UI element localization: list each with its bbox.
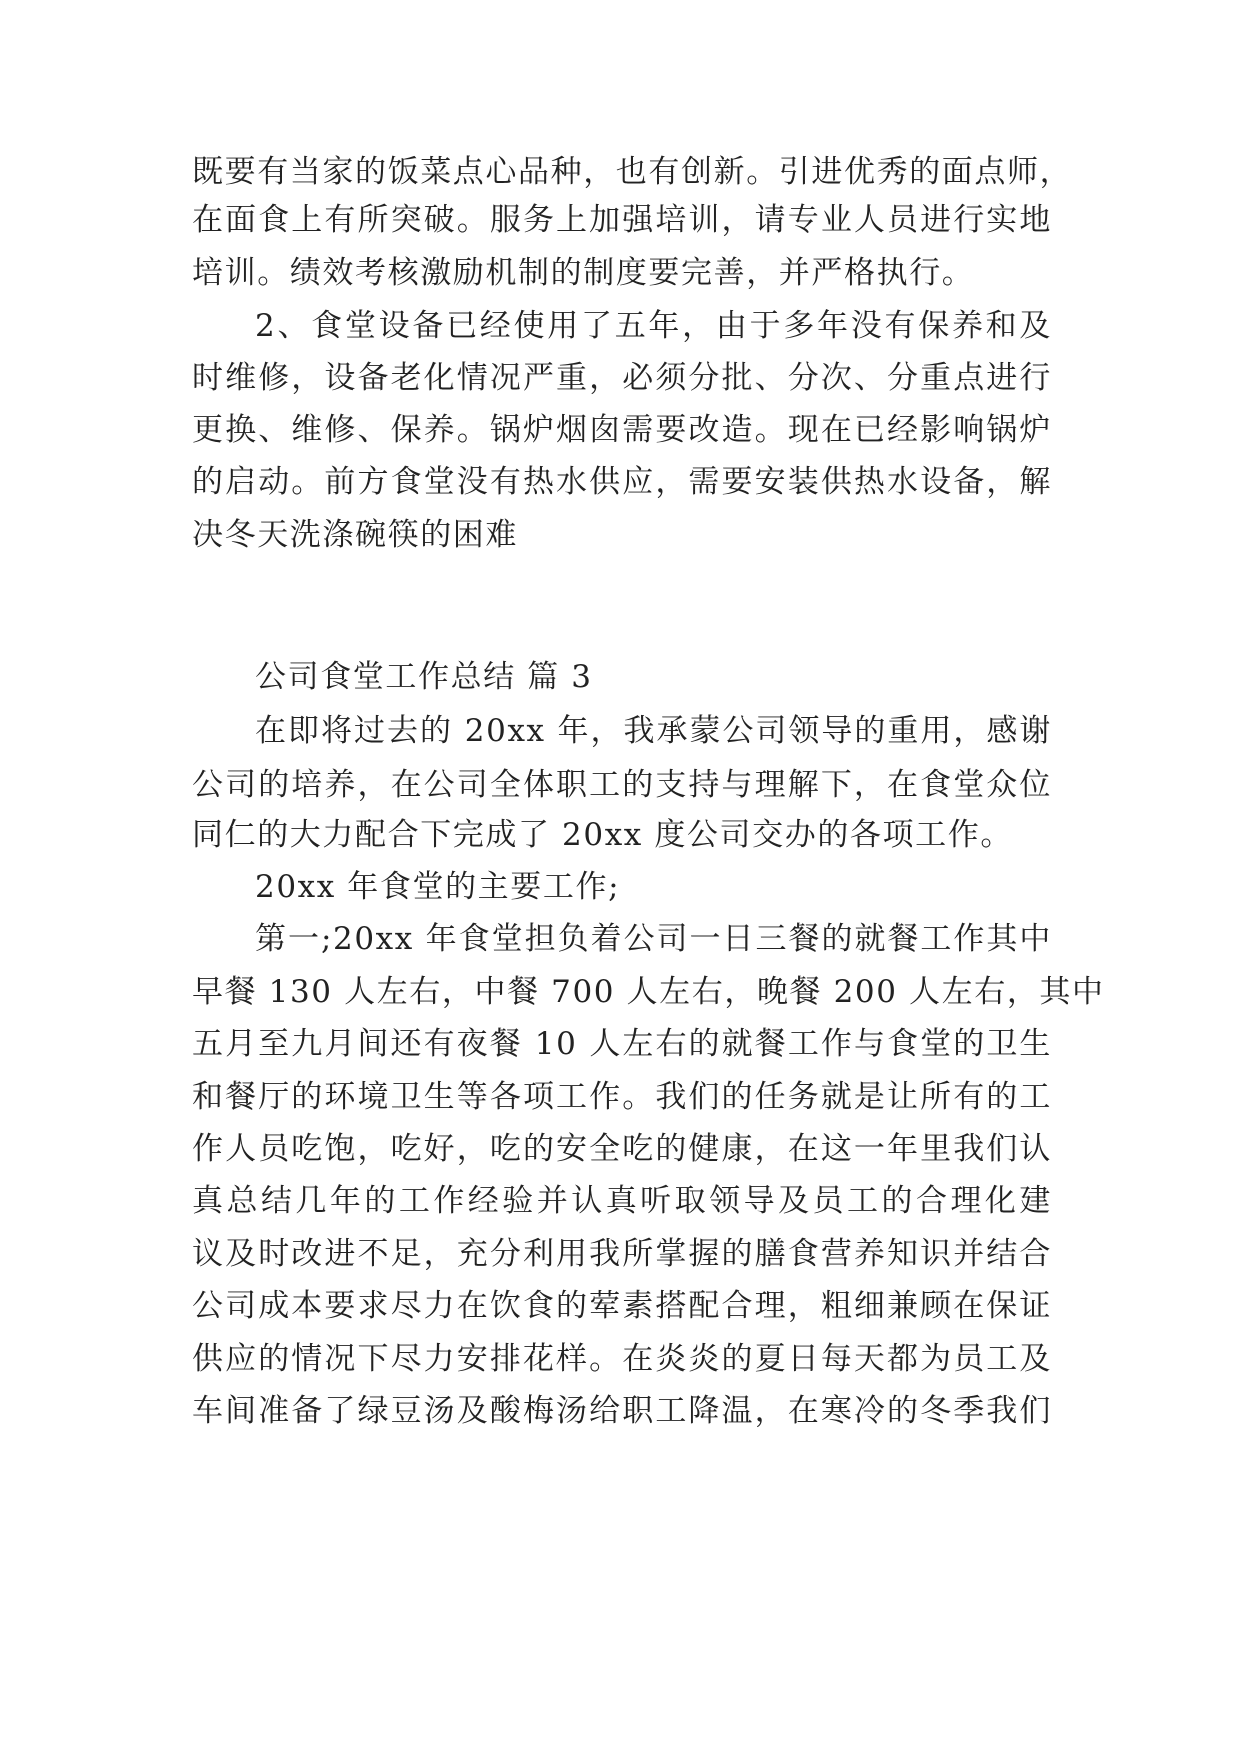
paragraph-2-line-2: 时维修，设备老化情况严重，必须分批、分次、分重点进行 [192, 360, 1052, 396]
paragraph-5-line-2: 早餐 130 人左右，中餐 700 人左右，晚餐 200 人左右，其中 [192, 974, 1105, 1010]
paragraph-3-line-3: 同仁的大力配合下完成了 20xx 度公司交办的各项工作。 [192, 817, 1013, 853]
paragraph-3-line-2: 公司的培养，在公司全体职工的支持与理解下，在食堂众位 [192, 767, 1052, 803]
paragraph-2-line-4: 的启动。前方食堂没有热水供应，需要安装供热水设备，解 [192, 464, 1052, 500]
paragraph-5-line-4: 和餐厅的环境卫生等各项工作。我们的任务就是让所有的工 [192, 1079, 1052, 1115]
paragraph-5-line-8: 公司成本要求尽力在饮食的荤素搭配合理，粗细兼顾在保证 [192, 1288, 1052, 1324]
paragraph-1-line-1: 既要有当家的饭菜点心品种，也有创新。引进优秀的面点师， [192, 154, 1073, 190]
paragraph-5-line-5: 作人员吃饱，吃好，吃的安全吃的健康，在这一年里我们认 [192, 1131, 1052, 1167]
paragraph-1-line-2: 在面食上有所突破。服务上加强培训，请专业人员进行实地 [192, 202, 1052, 238]
section-title: 公司食堂工作总结 篇 3 [255, 659, 593, 695]
paragraph-5-line-1: 第一;20xx 年食堂担负着公司一日三餐的就餐工作其中 [255, 921, 1052, 957]
main-work-heading: 20xx 年食堂的主要工作; [255, 869, 621, 905]
paragraph-2-line-3: 更换、维修、保养。锅炉烟囱需要改造。现在已经影响锅炉 [192, 412, 1052, 448]
paragraph-5-line-10: 车间准备了绿豆汤及酸梅汤给职工降温，在寒冷的冬季我们 [192, 1393, 1052, 1429]
paragraph-5-line-3: 五月至九月间还有夜餐 10 人左右的就餐工作与食堂的卫生 [192, 1026, 1052, 1062]
paragraph-5-line-6: 真总结几年的工作经验并认真听取领导及员工的合理化建 [192, 1183, 1052, 1219]
paragraph-5-line-9: 供应的情况下尽力安排花样。在炎炎的夏日每天都为员工及 [192, 1341, 1052, 1377]
paragraph-3-line-1: 在即将过去的 20xx 年，我承蒙公司领导的重用，感谢 [255, 713, 1052, 749]
paragraph-5-line-7: 议及时改进不足，充分利用我所掌握的膳食营养知识并结合 [192, 1236, 1052, 1272]
paragraph-2-line-5: 决冬天洗涤碗筷的困难 [192, 517, 518, 553]
paragraph-1-line-3: 培训。绩效考核激励机制的制度要完善，并严格执行。 [192, 255, 975, 291]
paragraph-2-line-1: 2、食堂设备已经使用了五年，由于多年没有保养和及 [255, 308, 1052, 344]
